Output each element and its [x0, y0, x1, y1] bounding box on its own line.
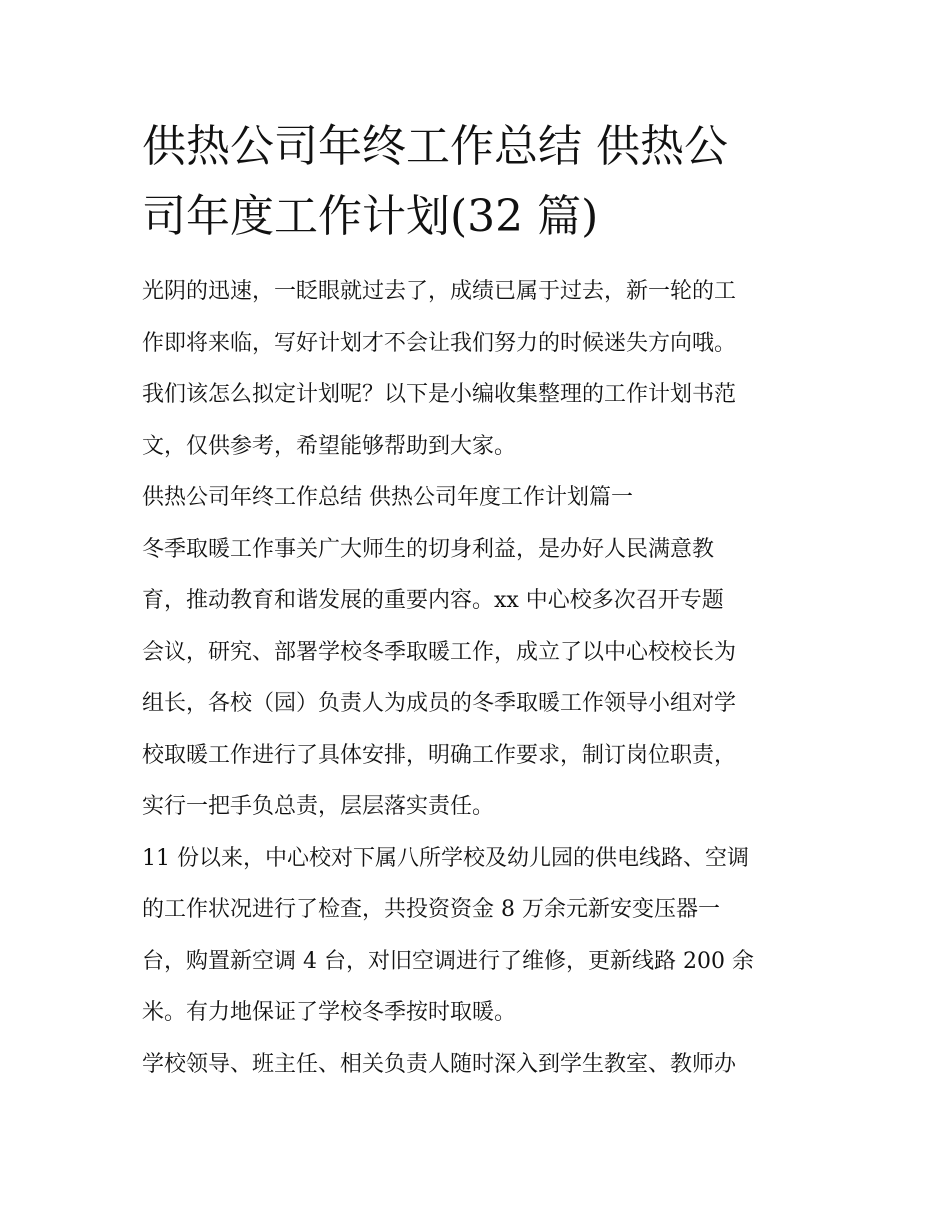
body-line: 实行一把手负总责，层层落实责任。	[142, 794, 495, 819]
title-line: 司年度工作计划(32 篇)	[142, 191, 599, 242]
body-line: 台，购置新空调 4 台，对旧空调进行了维修，更新线路 200 余	[142, 948, 754, 974]
body-line: 11 份以来，中心校对下属八所学校及幼儿园的供电线路、空调	[142, 845, 749, 871]
body-line: 米。有力地保证了学校冬季按时取暖。	[142, 1000, 517, 1025]
body-line: 文，仅供参考，希望能够帮助到大家。	[142, 433, 517, 459]
body-line: 冬季取暖工作事关广大师生的切身利益，是办好人民满意教	[142, 536, 715, 562]
body-line: 的工作状况进行了检查，共投资资金 8 万余元新安变压器一	[142, 897, 720, 922]
document-title	[142, 112, 814, 252]
body-line: 会议，研究、部署学校冬季取暖工作，成立了以中心校校长为	[142, 639, 737, 665]
body-line: 作即将来临，写好计划才不会让我们努力的时候迷失方向哦。	[142, 330, 737, 356]
body-line: 学校领导、班主任、相关负责人随时深入到学生教室、教师办	[142, 1051, 737, 1077]
title-line: 供热公司年终工作总结 供热公	[142, 121, 728, 172]
body-line: 组长，各校（园）负责人为成员的冬季取暖工作领导小组对学	[142, 691, 737, 716]
body-line: 我们该怎么拟定计划呢？以下是小编收集整理的工作计划书范	[142, 382, 737, 407]
body-line: 校取暖工作进行了具体安排，明确工作要求，制订岗位职责，	[142, 742, 737, 768]
document-page	[142, 112, 814, 1090]
body-line: 光阴的迅速，一眨眼就过去了，成绩已属于过去，新一轮的工	[142, 279, 737, 304]
body-line: 育，推动教育和谐发展的重要内容。xx 中心校多次召开专题	[142, 588, 724, 613]
document-body	[142, 266, 814, 1090]
section-heading: 供热公司年终工作总结 供热公司年度工作计划篇一	[142, 485, 633, 510]
